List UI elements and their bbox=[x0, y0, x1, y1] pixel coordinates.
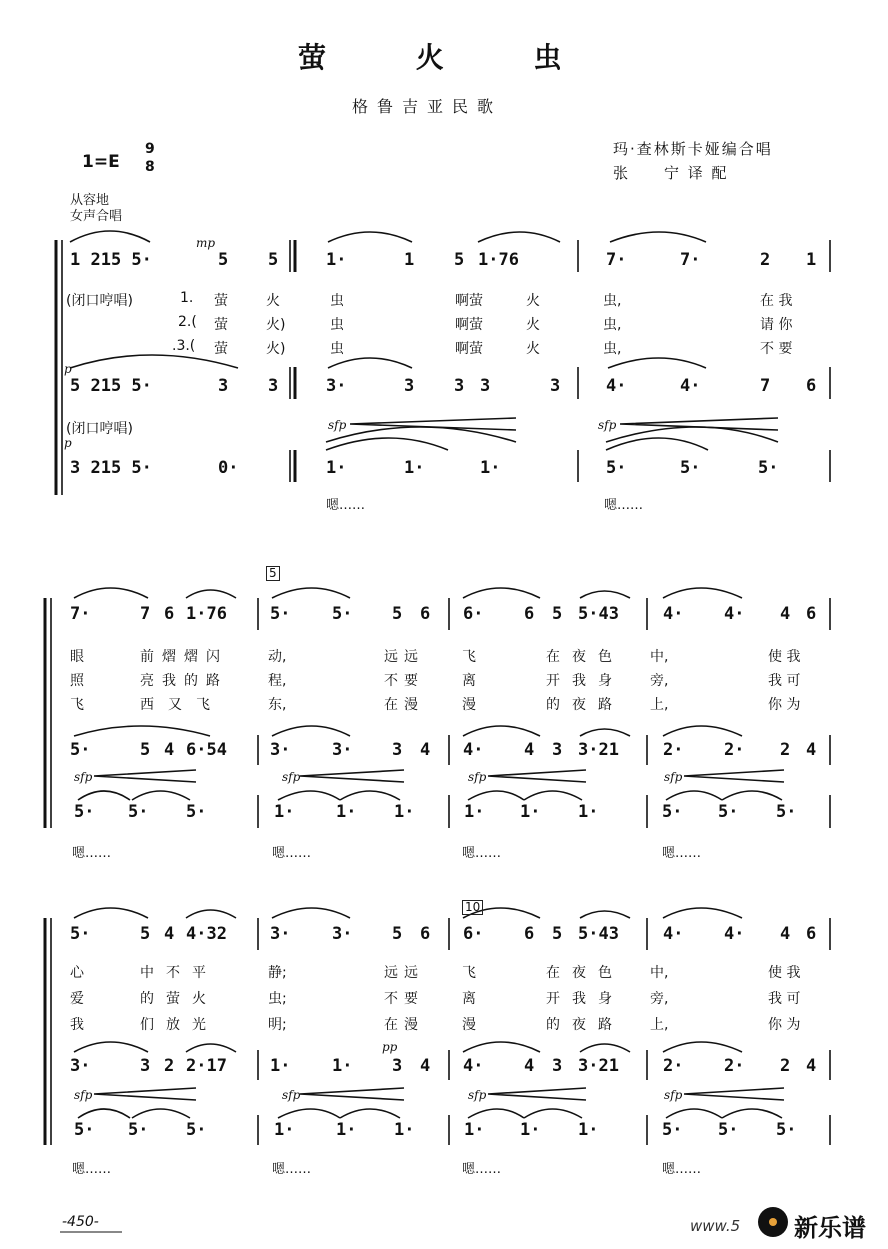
s2-v3-9: 5· bbox=[662, 802, 683, 822]
v1-m1-a: 1· bbox=[326, 250, 347, 270]
s2-lyric-1-1: 前熠熠闪 bbox=[140, 649, 228, 665]
lyric-v1-2: 萤 bbox=[214, 293, 228, 309]
s3-sfp-3: sfp bbox=[468, 1088, 487, 1102]
s3-sfp-4: sfp bbox=[664, 1088, 683, 1102]
s3-lyric-1-1: 中不平 bbox=[140, 965, 218, 981]
s2-v3-0: 5· bbox=[74, 802, 95, 822]
v1-m1-c: 5 bbox=[454, 250, 465, 270]
s2-v2-6: 3 bbox=[392, 740, 403, 760]
rehearsal-mark-5: 5 bbox=[266, 566, 280, 581]
s2-v3-3: 1· bbox=[274, 802, 295, 822]
s2-lyric-3-6: 上, bbox=[650, 697, 669, 713]
s3-lyric-1-0: 心 bbox=[70, 965, 84, 981]
dynamic-p-alto2: p bbox=[64, 436, 72, 450]
v1-m2-b: 7· bbox=[680, 250, 701, 270]
s2-v2-10: 3 bbox=[552, 740, 563, 760]
v2-m2-b: 4· bbox=[680, 376, 701, 396]
s3-v2-11: 3·21 bbox=[578, 1056, 619, 1076]
s3-lyric-2-6: 旁, bbox=[650, 991, 669, 1007]
s3-v2-3: 2·17 bbox=[186, 1056, 227, 1076]
s3-v3-5: 1· bbox=[394, 1120, 415, 1140]
dynamic-sfp-2: sfp bbox=[598, 418, 617, 432]
s3-v1-0: 5· bbox=[70, 924, 91, 944]
s3-v2-12: 2· bbox=[663, 1056, 684, 1076]
page-number: -450- bbox=[62, 1214, 99, 1230]
s3-lyric-2-3: 不要 bbox=[384, 991, 424, 1007]
s2-v1-4: 5· bbox=[270, 604, 291, 624]
s2-v2-13: 2· bbox=[724, 740, 745, 760]
v2-m1-c: 3 bbox=[454, 376, 465, 396]
lyric-v2-1: 2.( bbox=[178, 314, 197, 330]
lyric-v3-8: 不 要 bbox=[760, 341, 793, 357]
s2-lyric-2-4: 离 bbox=[462, 673, 476, 689]
v1-m2-c: 2 bbox=[760, 250, 771, 270]
s2-v2-1: 5 bbox=[140, 740, 151, 760]
s3-lyric-3-1: 们放光 bbox=[140, 1017, 218, 1033]
hum-text: 嗯…… bbox=[72, 1162, 112, 1177]
s2-lyric-1-6: 中, bbox=[650, 649, 669, 665]
lyric-v2-4: 虫 bbox=[330, 317, 344, 333]
s3-lyric-2-0: 爱 bbox=[70, 991, 84, 1007]
s2-v1-9: 6 bbox=[524, 604, 535, 624]
lyric-v3-2: 萤 bbox=[214, 341, 228, 357]
s2-v2-9: 4 bbox=[524, 740, 535, 760]
s2-lyric-1-3: 远远 bbox=[384, 649, 424, 665]
s3-lyric-1-2: 静; bbox=[268, 965, 287, 981]
v2-m2-a: 4· bbox=[606, 376, 627, 396]
s2-lyric-2-1: 亮我的路 bbox=[140, 673, 228, 689]
s3-lyric-3-6: 上, bbox=[650, 1017, 669, 1033]
s2-lyric-3-2: 东, bbox=[268, 697, 287, 713]
s2-lyric-3-5: 的夜路 bbox=[546, 697, 624, 713]
closed-mouth-label: (闭口哼唱) bbox=[66, 293, 133, 309]
v1-m1-b: 1 bbox=[404, 250, 415, 270]
lyric-v2-8: 请 你 bbox=[760, 317, 793, 333]
s3-v3-0: 5· bbox=[74, 1120, 95, 1140]
hum-text: 嗯…… bbox=[604, 498, 644, 513]
lyric-v2-5: 啊萤 bbox=[455, 317, 483, 333]
lyric-v2-3: 火) bbox=[266, 317, 286, 333]
v3-m2-a: 5· bbox=[606, 458, 627, 478]
s2-lyric-3-4: 漫 bbox=[462, 697, 476, 713]
s2-v3-8: 1· bbox=[578, 802, 599, 822]
v1-m0-a: 1 215 5· bbox=[70, 250, 152, 270]
lyric-v2-2: 萤 bbox=[214, 317, 228, 333]
closed-mouth-label-2: (闭口哼唱) bbox=[66, 421, 133, 437]
key-signature: 1=E bbox=[82, 152, 120, 172]
s2-v1-5: 5· bbox=[332, 604, 353, 624]
v1-m0-b: 5 bbox=[218, 250, 229, 270]
lyric-v3-7: 虫, bbox=[603, 341, 622, 357]
s3-lyric-1-7: 使 我 bbox=[768, 965, 801, 981]
s3-lyric-3-7: 你 为 bbox=[768, 1017, 801, 1033]
s2-v2-14: 2 bbox=[780, 740, 791, 760]
s3-v2-10: 3 bbox=[552, 1056, 563, 1076]
s2-sfp-1: sfp bbox=[74, 770, 93, 784]
hum-text: 嗯…… bbox=[462, 846, 502, 861]
lyric-v3-6: 火 bbox=[526, 341, 540, 357]
s2-v1-14: 4 bbox=[780, 604, 791, 624]
s2-v2-8: 4· bbox=[463, 740, 484, 760]
song-origin: 格鲁吉亚民歌 bbox=[352, 97, 503, 116]
s2-v1-12: 4· bbox=[663, 604, 684, 624]
v1-m2-a: 7· bbox=[606, 250, 627, 270]
s3-v3-1: 5· bbox=[128, 1120, 149, 1140]
s2-v2-0: 5· bbox=[70, 740, 91, 760]
s3-v3-7: 1· bbox=[520, 1120, 541, 1140]
v3-m1-a: 1· bbox=[326, 458, 347, 478]
s2-sfp-4: sfp bbox=[664, 770, 683, 784]
lyric-v1-8: 在 我 bbox=[760, 293, 793, 309]
s3-lyric-2-7: 我 可 bbox=[768, 991, 801, 1007]
s3-v2-2: 2 bbox=[164, 1056, 175, 1076]
s2-lyric-3-7: 你 为 bbox=[768, 697, 801, 713]
s2-v3-1: 5· bbox=[128, 802, 149, 822]
s2-lyric-1-4: 飞 bbox=[462, 649, 476, 665]
s2-v2-4: 3· bbox=[270, 740, 291, 760]
lyric-v1-3: 火 bbox=[266, 293, 280, 309]
s2-v3-11: 5· bbox=[776, 802, 797, 822]
tempo-marking: 从容地 bbox=[70, 193, 110, 208]
s2-v3-10: 5· bbox=[718, 802, 739, 822]
dynamic-p-alto1: p bbox=[64, 362, 72, 376]
s3-v1-10: 5 bbox=[552, 924, 563, 944]
v2-m1-a: 3· bbox=[326, 376, 347, 396]
s2-v2-7: 4 bbox=[420, 740, 431, 760]
s3-lyric-1-4: 飞 bbox=[462, 965, 476, 981]
s3-v1-11: 5·43 bbox=[578, 924, 619, 944]
s3-lyric-3-0: 我 bbox=[70, 1017, 84, 1033]
s3-lyric-3-4: 漫 bbox=[462, 1017, 476, 1033]
lyric-v1-7: 虫, bbox=[603, 293, 622, 309]
s2-lyric-2-0: 照 bbox=[70, 673, 84, 689]
s3-v2-9: 4 bbox=[524, 1056, 535, 1076]
dynamic-mp: mp bbox=[196, 236, 216, 250]
s2-v1-0: 7· bbox=[70, 604, 91, 624]
v3-m2-b: 5· bbox=[680, 458, 701, 478]
v3-m1-c: 1· bbox=[480, 458, 501, 478]
v2-m2-c: 7 bbox=[760, 376, 771, 396]
s3-lyric-3-5: 的夜路 bbox=[546, 1017, 624, 1033]
s3-v3-9: 5· bbox=[662, 1120, 683, 1140]
s3-lyric-2-1: 的萤火 bbox=[140, 991, 218, 1007]
site-name: 新乐谱 bbox=[794, 1214, 866, 1242]
lyric-v3-4: 虫 bbox=[330, 341, 344, 357]
v2-m0-a: 5 215 5· bbox=[70, 376, 152, 396]
time-signature-top: 9 bbox=[145, 141, 155, 157]
s3-v1-15: 6 bbox=[806, 924, 817, 944]
v2-m1-d: 3 bbox=[480, 376, 491, 396]
dynamic-sfp-1: sfp bbox=[328, 418, 347, 432]
s3-v3-11: 5· bbox=[776, 1120, 797, 1140]
s2-lyric-1-5: 在夜色 bbox=[546, 649, 624, 665]
s2-lyric-2-2: 程, bbox=[268, 673, 287, 689]
v1-m1-d: 1·76 bbox=[478, 250, 519, 270]
s3-v3-10: 5· bbox=[718, 1120, 739, 1140]
time-signature-bottom: 8 bbox=[145, 159, 155, 175]
hum-text: 嗯…… bbox=[326, 498, 366, 513]
s3-v3-4: 1· bbox=[336, 1120, 357, 1140]
s2-v1-15: 6 bbox=[806, 604, 817, 624]
s3-lyric-2-4: 离 bbox=[462, 991, 476, 1007]
s2-lyric-1-7: 使 我 bbox=[768, 649, 801, 665]
v2-m2-d: 6 bbox=[806, 376, 817, 396]
site-url: www.5 bbox=[690, 1217, 741, 1235]
s2-v3-5: 1· bbox=[394, 802, 415, 822]
s2-sfp-3: sfp bbox=[468, 770, 487, 784]
s2-v1-7: 6 bbox=[420, 604, 431, 624]
s3-v1-13: 4· bbox=[724, 924, 745, 944]
s2-v1-11: 5·43 bbox=[578, 604, 619, 624]
s2-lyric-3-1: 西又飞 bbox=[140, 697, 224, 713]
s2-lyric-2-6: 旁, bbox=[650, 673, 669, 689]
s3-v2-6: 3 bbox=[392, 1056, 403, 1076]
s3-v2-5: 1· bbox=[332, 1056, 353, 1076]
s3-v1-5: 3· bbox=[332, 924, 353, 944]
v3-m0-b: 0· bbox=[218, 458, 239, 478]
hum-text: 嗯…… bbox=[72, 846, 112, 861]
s3-lyric-1-3: 远远 bbox=[384, 965, 424, 981]
s3-v2-7: 4 bbox=[420, 1056, 431, 1076]
v3-m2-c: 5· bbox=[758, 458, 779, 478]
hum-text: 嗯…… bbox=[662, 1162, 702, 1177]
s2-v2-15: 4 bbox=[806, 740, 817, 760]
rehearsal-mark-10: 10 bbox=[462, 900, 483, 915]
s3-v2-8: 4· bbox=[463, 1056, 484, 1076]
s3-v1-2: 4 bbox=[164, 924, 175, 944]
s3-v2-13: 2· bbox=[724, 1056, 745, 1076]
v1-m2-d: 1 bbox=[806, 250, 817, 270]
lyric-v3-5: 啊萤 bbox=[455, 341, 483, 357]
lyric-v1-6: 火 bbox=[526, 293, 540, 309]
lyric-v2-6: 火 bbox=[526, 317, 540, 333]
s2-v2-12: 2· bbox=[663, 740, 684, 760]
s2-v1-1: 7 bbox=[140, 604, 151, 624]
s2-sfp-2: sfp bbox=[282, 770, 301, 784]
s2-lyric-2-3: 不要 bbox=[384, 673, 424, 689]
s3-v1-12: 4· bbox=[663, 924, 684, 944]
s2-lyric-2-5: 开我身 bbox=[546, 673, 624, 689]
translator-credit: 张 宁 译 配 bbox=[613, 164, 729, 182]
s2-v2-5: 3· bbox=[332, 740, 353, 760]
s2-v3-6: 1· bbox=[464, 802, 485, 822]
s3-v3-8: 1· bbox=[578, 1120, 599, 1140]
dynamic-pp: pp bbox=[382, 1040, 398, 1054]
s3-lyric-2-2: 虫; bbox=[268, 991, 287, 1007]
s2-v3-7: 1· bbox=[520, 802, 541, 822]
s3-sfp-1: sfp bbox=[74, 1088, 93, 1102]
s3-v1-8: 6· bbox=[463, 924, 484, 944]
s3-lyric-3-2: 明; bbox=[268, 1017, 287, 1033]
v2-m0-c: 3 bbox=[268, 376, 279, 396]
s3-v3-6: 1· bbox=[464, 1120, 485, 1140]
v3-m0-a: 3 215 5· bbox=[70, 458, 152, 478]
lyric-v3-1: .3.( bbox=[172, 338, 196, 354]
site-watermark[interactable] bbox=[690, 1203, 880, 1243]
s2-v1-8: 6· bbox=[463, 604, 484, 624]
s2-v1-6: 5 bbox=[392, 604, 403, 624]
s3-v2-15: 4 bbox=[806, 1056, 817, 1076]
ensemble-marking: 女声合唱 bbox=[70, 209, 123, 224]
s3-v1-1: 5 bbox=[140, 924, 151, 944]
hum-text: 嗯…… bbox=[662, 846, 702, 861]
s3-v3-2: 5· bbox=[186, 1120, 207, 1140]
lyric-v3-3: 火) bbox=[266, 341, 286, 357]
s3-lyric-3-3: 在漫 bbox=[384, 1017, 424, 1033]
hum-text: 嗯…… bbox=[272, 846, 312, 861]
s3-lyric-1-5: 在夜色 bbox=[546, 965, 624, 981]
s3-v1-7: 6 bbox=[420, 924, 431, 944]
s3-lyric-1-6: 中, bbox=[650, 965, 669, 981]
s3-sfp-2: sfp bbox=[282, 1088, 301, 1102]
s2-lyric-2-7: 我 可 bbox=[768, 673, 801, 689]
arranger-credit: 玛·查林斯卡娅编合唱 bbox=[613, 140, 773, 158]
s3-v1-14: 4 bbox=[780, 924, 791, 944]
s3-v2-1: 3 bbox=[140, 1056, 151, 1076]
s3-v2-4: 1· bbox=[270, 1056, 291, 1076]
v1-m0-c: 5 bbox=[268, 250, 279, 270]
s3-lyric-2-5: 开我身 bbox=[546, 991, 624, 1007]
s2-v2-11: 3·21 bbox=[578, 740, 619, 760]
hum-text: 嗯…… bbox=[462, 1162, 502, 1177]
s3-v2-14: 2 bbox=[780, 1056, 791, 1076]
disc-icon bbox=[758, 1207, 788, 1237]
s2-lyric-1-2: 动, bbox=[268, 649, 287, 665]
lyric-v2-7: 虫, bbox=[603, 317, 622, 333]
s3-v3-3: 1· bbox=[274, 1120, 295, 1140]
s2-v1-2: 6 bbox=[164, 604, 175, 624]
s2-v1-13: 4· bbox=[724, 604, 745, 624]
s2-v1-3: 1·76 bbox=[186, 604, 227, 624]
lyric-v1-1: 1. bbox=[180, 290, 194, 306]
lyric-v1-4: 虫 bbox=[330, 293, 344, 309]
s3-v1-3: 4·32 bbox=[186, 924, 227, 944]
v2-m1-e: 3 bbox=[550, 376, 561, 396]
v2-m0-b: 3 bbox=[218, 376, 229, 396]
s3-v2-0: 3· bbox=[70, 1056, 91, 1076]
hum-text: 嗯…… bbox=[272, 1162, 312, 1177]
s2-v2-3: 6·54 bbox=[186, 740, 227, 760]
lyric-v1-5: 啊萤 bbox=[455, 293, 483, 309]
s2-lyric-1-0: 眼 bbox=[70, 649, 84, 665]
s2-v1-10: 5 bbox=[552, 604, 563, 624]
s2-v3-4: 1· bbox=[336, 802, 357, 822]
s2-v3-2: 5· bbox=[186, 802, 207, 822]
s3-v1-6: 5 bbox=[392, 924, 403, 944]
s3-v1-4: 3· bbox=[270, 924, 291, 944]
s2-lyric-3-0: 飞 bbox=[70, 697, 84, 713]
v3-m1-b: 1· bbox=[404, 458, 425, 478]
s2-lyric-3-3: 在漫 bbox=[384, 697, 424, 713]
s3-v1-9: 6 bbox=[524, 924, 535, 944]
song-title: 萤 火 虫 bbox=[298, 41, 602, 74]
v2-m1-b: 3 bbox=[404, 376, 415, 396]
s2-v2-2: 4 bbox=[164, 740, 175, 760]
